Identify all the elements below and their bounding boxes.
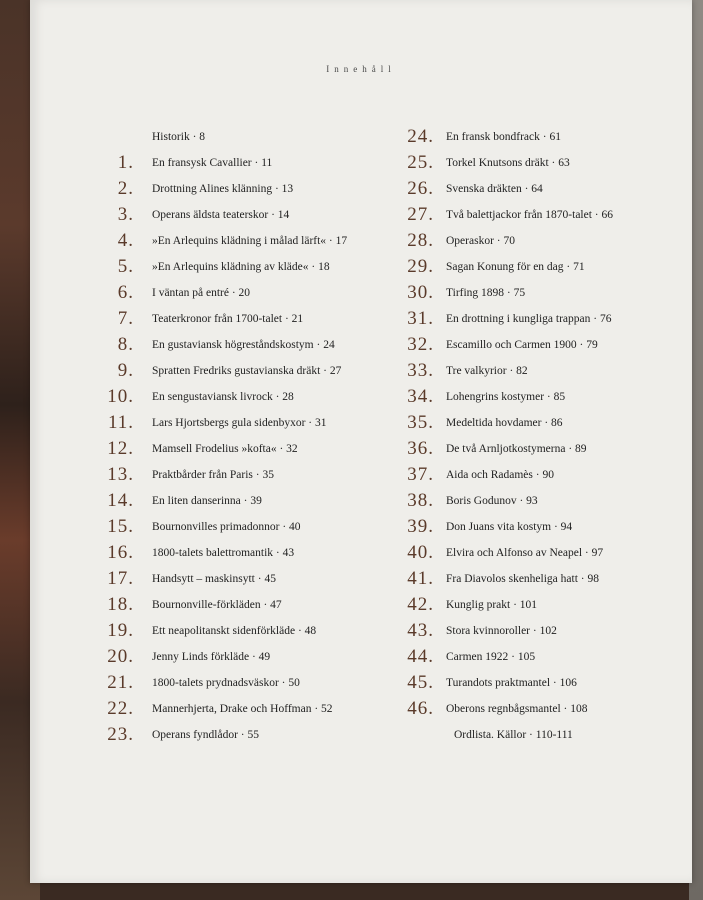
toc-entry-number: 12. [107, 438, 134, 459]
toc-entry [370, 308, 670, 334]
toc-entry [68, 724, 368, 750]
toc-entry-number: 29. [407, 256, 434, 277]
toc-entry [68, 152, 368, 178]
toc-entry-title: Lars Hjortsbergs gula sidenbyxor · 31 [152, 417, 327, 429]
toc-entry-number: 20. [107, 646, 134, 667]
toc-entry-title: Boris Godunov · 93 [446, 495, 538, 507]
toc-entry-title: Medeltida hovdamer · 86 [446, 417, 563, 429]
toc-entry-number: 31. [407, 308, 434, 329]
toc-entry-title: Aida och Radamès · 90 [446, 469, 554, 481]
toc-entry [68, 620, 368, 646]
toc-entry-number: 19. [107, 620, 134, 641]
toc-entry-number: 34. [407, 386, 434, 407]
toc-entry-title: Teaterkronor från 1700-talet · 21 [152, 313, 304, 325]
toc-entry [370, 334, 670, 360]
toc-entry-title: En drottning i kungliga trappan · 76 [446, 313, 612, 325]
toc-entry-number: 23. [107, 724, 134, 745]
toc-entry [68, 490, 368, 516]
toc-entry-title: Kunglig prakt · 101 [446, 599, 538, 611]
toc-entry-title: En fransk bondfrack · 61 [446, 131, 561, 143]
toc-entry-title: Två balettjackor från 1870-talet · 66 [446, 209, 613, 221]
toc-entry [370, 542, 670, 568]
toc-entry-number: 22. [107, 698, 134, 719]
toc-entry [68, 594, 368, 620]
toc-entry-number: 17. [107, 568, 134, 589]
toc-entry-title: Don Juans vita kostym · 94 [446, 521, 573, 533]
toc-entry [370, 620, 670, 646]
toc-entry [370, 256, 670, 282]
toc-entry [68, 256, 368, 282]
toc-entry-title: 1800-talets prydnadsväskor · 50 [152, 677, 300, 689]
toc-entry [68, 230, 368, 256]
toc-entry-title: Tirfing 1898 · 75 [446, 287, 526, 299]
toc-entry-title: Sagan Konung för en dag · 71 [446, 261, 585, 273]
toc-entry-number: 6. [117, 282, 134, 303]
toc-entry-number: 13. [107, 464, 134, 485]
toc-entry [370, 230, 670, 256]
toc-entry-number: 45. [407, 672, 434, 693]
toc-entry-title: Drottning Alines klänning · 13 [152, 183, 294, 195]
toc-left-column [68, 126, 368, 750]
toc-entry [68, 568, 368, 594]
toc-entry [370, 516, 670, 542]
toc-entry-number: 46. [407, 698, 434, 719]
toc-entry-number: 2. [117, 178, 134, 199]
toc-entry-number: 38. [407, 490, 434, 511]
toc-entry-title: Svenska dräkten · 64 [446, 183, 543, 195]
toc-entry-title: 1800-talets balettromantik · 43 [152, 547, 295, 559]
toc-entry-number: 39. [407, 516, 434, 537]
toc-entry-number: 15. [107, 516, 134, 537]
toc-entry-title: Operans fyndlådor · 55 [152, 729, 259, 741]
toc-entry [68, 412, 368, 438]
toc-entry-number: 44. [407, 646, 434, 667]
toc-entry-title: I väntan på entré · 20 [152, 287, 251, 299]
toc-entry-number: 36. [407, 438, 434, 459]
toc-entry [68, 698, 368, 724]
toc-entry-number: 32. [407, 334, 434, 355]
toc-entry-number: 25. [407, 152, 434, 173]
toc-entry [68, 438, 368, 464]
toc-entry-number: 4. [117, 230, 134, 251]
toc-entry-title: Elvira och Alfonso av Neapel · 97 [446, 547, 604, 559]
toc-entry-number: 18. [107, 594, 134, 615]
toc-entry-title: Stora kvinnoroller · 102 [446, 625, 557, 637]
toc-entry [68, 386, 368, 412]
toc-entry-title: Torkel Knutsons dräkt · 63 [446, 157, 570, 169]
toc-entry-number: 28. [407, 230, 434, 251]
toc-entry [370, 490, 670, 516]
toc-entry-title: Praktbårder från Paris · 35 [152, 469, 274, 481]
toc-entry [370, 438, 670, 464]
toc-entry [68, 126, 368, 152]
toc-entry [370, 464, 670, 490]
toc-entry [68, 646, 368, 672]
toc-entry-number: 35. [407, 412, 434, 433]
toc-entry [68, 672, 368, 698]
toc-entry-number: 14. [107, 490, 134, 511]
toc-entry-title: Mannerhjerta, Drake och Hoffman · 52 [152, 703, 333, 715]
toc-entry-title: »En Arlequins klädning av kläde« · 18 [152, 261, 330, 273]
toc-entry [370, 568, 670, 594]
toc-entry-number: 1. [117, 152, 134, 173]
toc-entry [370, 178, 670, 204]
toc-right-column [370, 126, 670, 750]
toc-entry [370, 126, 670, 152]
toc-entry-title: Turandots praktmantel · 106 [446, 677, 577, 689]
toc-entry-title: En sengustaviansk livrock · 28 [152, 391, 294, 403]
toc-entry [68, 464, 368, 490]
toc-entry [68, 204, 368, 230]
toc-entry-title: Operaskor · 70 [446, 235, 515, 247]
toc-entry [68, 282, 368, 308]
toc-entry [68, 516, 368, 542]
toc-entry [370, 672, 670, 698]
toc-entry [68, 308, 368, 334]
toc-entry-number: 40. [407, 542, 434, 563]
toc-entry-number: 27. [407, 204, 434, 225]
toc-entry-title: Carmen 1922 · 105 [446, 651, 536, 663]
toc-entry-number: 5. [117, 256, 134, 277]
toc-entry [370, 282, 670, 308]
toc-entry [68, 542, 368, 568]
toc-entry-number: 21. [107, 672, 134, 693]
toc-entry-title: »En Arlequins klädning i målad lärft« · 17 [152, 235, 348, 247]
toc-entry-title: Spratten Fredriks gustavianska dräkt · 27 [152, 365, 342, 377]
toc-entry-title: Historik · 8 [152, 131, 206, 143]
toc-entry-number: 37. [407, 464, 434, 485]
toc-entry-title: En liten danserinna · 39 [152, 495, 262, 507]
toc-entry [370, 412, 670, 438]
toc-entry-title: Jenny Linds förkläde · 49 [152, 651, 271, 663]
toc-entry [370, 204, 670, 230]
toc-entry-title: Escamillo och Carmen 1900 · 79 [446, 339, 598, 351]
toc-entry-number: 3. [117, 204, 134, 225]
toc-entry-title: Ett neapolitanskt sidenförkläde · 48 [152, 625, 317, 637]
toc-entry-title: Bournonvilles primadonnor · 40 [152, 521, 301, 533]
toc-entry-title: Oberons regnbågsmantel · 108 [446, 703, 588, 715]
toc-entry-number: 9. [117, 360, 134, 381]
toc-entry [68, 334, 368, 360]
toc-entry-title: De två Arnljotkostymerna · 89 [446, 443, 587, 455]
toc-entry [370, 152, 670, 178]
toc-entry-number: 43. [407, 620, 434, 641]
toc-entry-number: 16. [107, 542, 134, 563]
toc-entry-number: 11. [107, 412, 134, 433]
toc-entry-number: 24. [407, 126, 434, 147]
toc-entry [370, 594, 670, 620]
toc-entry-number: 8. [117, 334, 134, 355]
toc-entry [370, 698, 670, 724]
toc-entry-number: 33. [407, 360, 434, 381]
toc-entry-title: Bournonville-förkläden · 47 [152, 599, 282, 611]
toc-entry [68, 178, 368, 204]
toc-entry-title: Operans äldsta teaterskor · 14 [152, 209, 290, 221]
toc-entry-number: 41. [407, 568, 434, 589]
toc-entry-number: 10. [107, 386, 134, 407]
toc-entry [370, 360, 670, 386]
toc-entry-title: Ordlista. Källor · 110-111 [454, 729, 573, 741]
toc-entry-number: 26. [407, 178, 434, 199]
toc-entry-title: En gustaviansk högreståndskostym · 24 [152, 339, 335, 351]
toc-entry-title: En fransysk Cavallier · 11 [152, 157, 273, 169]
toc-entry-number: 42. [407, 594, 434, 615]
toc-entry-title: Tre valkyrior · 82 [446, 365, 528, 377]
toc-entry-title: Lohengrins kostymer · 85 [446, 391, 566, 403]
toc-entry [370, 724, 670, 750]
toc-entry-title: Fra Diavolos skenheliga hatt · 98 [446, 573, 599, 585]
toc-entry-number: 30. [407, 282, 434, 303]
toc-entry [370, 646, 670, 672]
toc-entry-title: Mamsell Frodelius »kofta« · 32 [152, 443, 298, 455]
toc-entry-number: 7. [117, 308, 134, 329]
toc-entry [68, 360, 368, 386]
book-page [30, 0, 692, 883]
toc-entry [370, 386, 670, 412]
page-header: Innehåll [326, 64, 396, 74]
toc-entry-title: Handsytt – maskinsytt · 45 [152, 573, 276, 585]
